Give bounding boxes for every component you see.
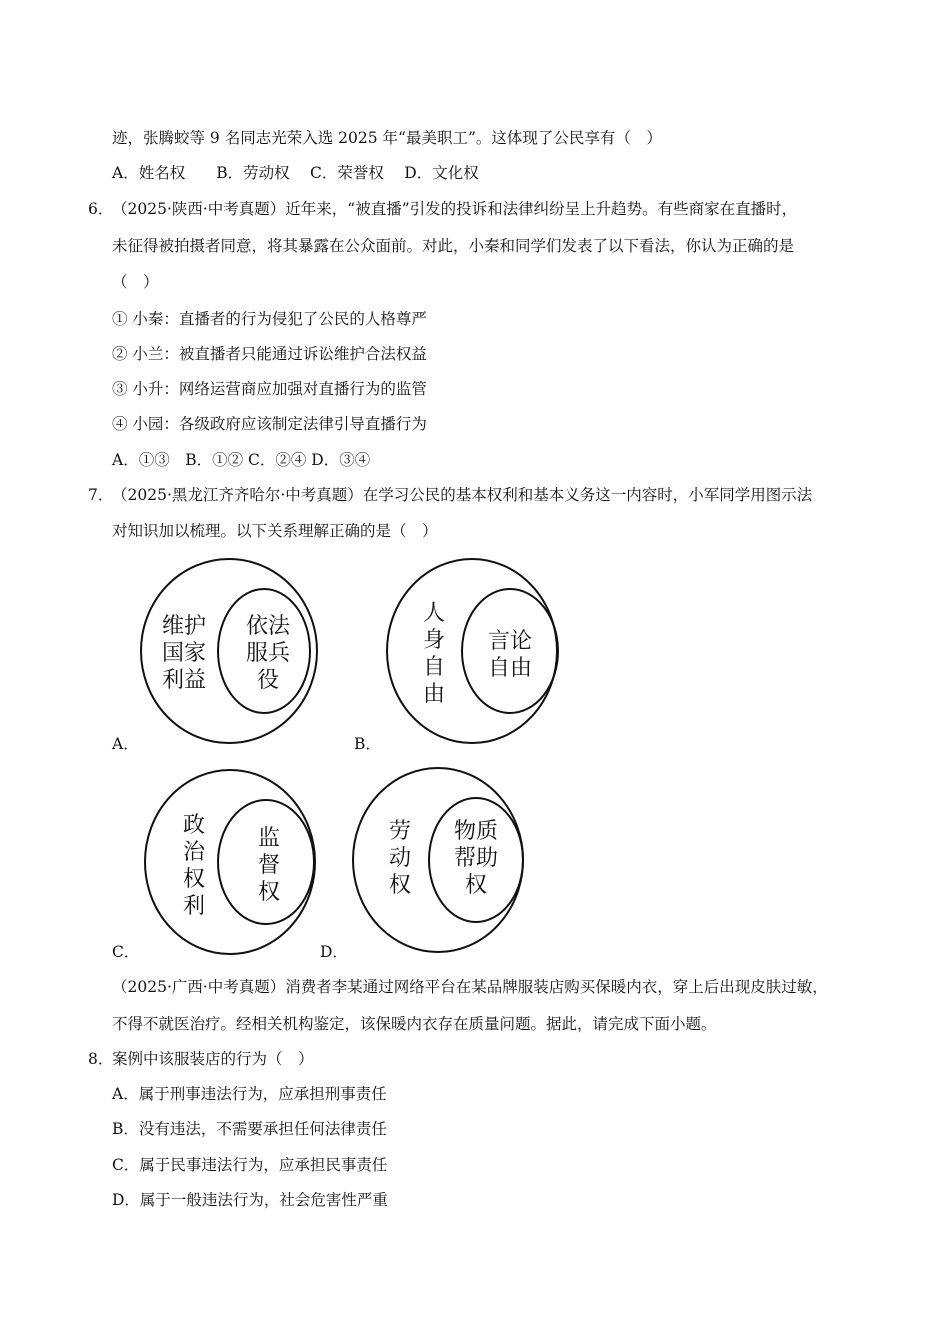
outer-label-line3: 权 (182, 867, 206, 892)
venn-diagram-d (352, 766, 532, 956)
q7-diagram-b-label: B． (354, 735, 381, 753)
inner-label-line3: 权 (464, 873, 488, 898)
inner-label-line3: 权 (257, 880, 281, 905)
outer-label-line1: 维护 (161, 614, 207, 639)
q7-diagram-b (386, 558, 566, 748)
inner-label-line2: 服兵 (245, 641, 291, 666)
outer-label-line2: 治 (182, 840, 206, 865)
q7-diagram-d-label: D． (320, 943, 348, 961)
q6-statement-2: ② 小兰：被直播者只能通过诉讼维护合法权益 (112, 345, 427, 363)
q6-stem-line2: 未征得被拍摄者同意，将其暴露在公众面前。对此，小秦和同学们发表了以下看法，你认为正确的是 (112, 237, 795, 255)
inner-label-line2: 帮助 (453, 846, 499, 871)
outer-label-line1: 劳 (388, 819, 412, 844)
case-material-line1: （2025·广西·中考真题）消费者李某通过网络平台在某品牌服装店购买保暖内衣，穿上后出现皮肤过敏， (112, 978, 828, 996)
q7-diagram-a-label: A． (112, 735, 139, 753)
q7-stem-line2: 对知识加以梳理。以下关系理解正确的是（ ） (112, 522, 438, 540)
inner-label-line1: 物质 (453, 819, 499, 844)
case-material-line2: 不得不就医治疗。经相关机构鉴定，该保暖内衣存在质量问题。据此，请完成下面小题。 (112, 1015, 717, 1033)
outer-label-line1: 人 (422, 601, 446, 626)
inner-label-line3: 役 (256, 668, 280, 693)
q5-options: A．姓名权 B．劳动权 C．荣誉权 D．文化权 (112, 164, 479, 182)
inner-label-line1: 监 (257, 826, 281, 851)
outer-label-line2: 身 (422, 628, 446, 653)
venn-diagram-c (144, 768, 324, 958)
q5-stem-continuation: 迹，张腾蛟等 9 名同志光荣入选 2025 年“最美职工”。这体现了公民享有（ ） (112, 129, 662, 147)
outer-label-line4: 利 (182, 894, 206, 919)
outer-label-line4: 由 (422, 682, 446, 707)
q7-number: 7． (88, 486, 114, 504)
q8-option-a: A．属于刑事违法行为，应承担刑事责任 (112, 1085, 387, 1103)
q8-option-d: D．属于一般违法行为，社会危害性严重 (112, 1191, 388, 1209)
q8-option-c: C．属于民事违法行为，应承担民事责任 (112, 1156, 388, 1174)
q6-statement-3: ③ 小升：网络运营商应加强对直播行为的监管 (112, 380, 427, 398)
outer-label-line2: 国家 (161, 641, 207, 666)
outer-label-line2: 动 (388, 846, 412, 871)
q7-diagram-c (144, 768, 324, 958)
outer-label-line3: 自 (422, 655, 446, 680)
inner-label-line2: 督 (257, 853, 281, 878)
q6-stem-line1: （2025·陕西·中考真题）近年来，“被直播”引发的投诉和法律纠纷呈上升趋势。有些商家在直播时， (112, 200, 798, 218)
q7-diagram-d (352, 766, 532, 956)
q7-diagram-c-label: C． (112, 943, 140, 961)
q8-option-b: B．没有违法，不需要承担任何法律责任 (112, 1120, 387, 1138)
q7-diagram-a (140, 558, 320, 748)
q6-number: 6． (88, 200, 114, 218)
outer-label-line1: 政 (182, 813, 206, 838)
inner-label-line1: 依法 (245, 614, 291, 639)
inner-label-line2: 自由 (487, 656, 533, 681)
q8-number: 8． (88, 1050, 114, 1068)
outer-label-line3: 利益 (161, 668, 207, 693)
q6-statement-1: ① 小秦：直播者的行为侵犯了公民的人格尊严 (112, 310, 427, 328)
q6-stem-line3: （ ） (112, 273, 159, 291)
q8-stem: 案例中该服装店的行为（ ） (112, 1050, 314, 1068)
q7-stem-line1: （2025·黑龙江齐齐哈尔·中考真题）在学习公民的基本权利和基本义务这一内容时，小军同学用图示法 (112, 486, 813, 504)
q6-options: A．①③ B．①② C．②④ D．③④ (112, 451, 371, 469)
venn-diagram-b (386, 558, 566, 748)
q6-statement-4: ④ 小园：各级政府应该制定法律引导直播行为 (112, 415, 427, 433)
inner-label-line1: 言论 (487, 629, 533, 654)
venn-diagram-a (140, 558, 320, 748)
outer-label-line3: 权 (388, 873, 412, 898)
